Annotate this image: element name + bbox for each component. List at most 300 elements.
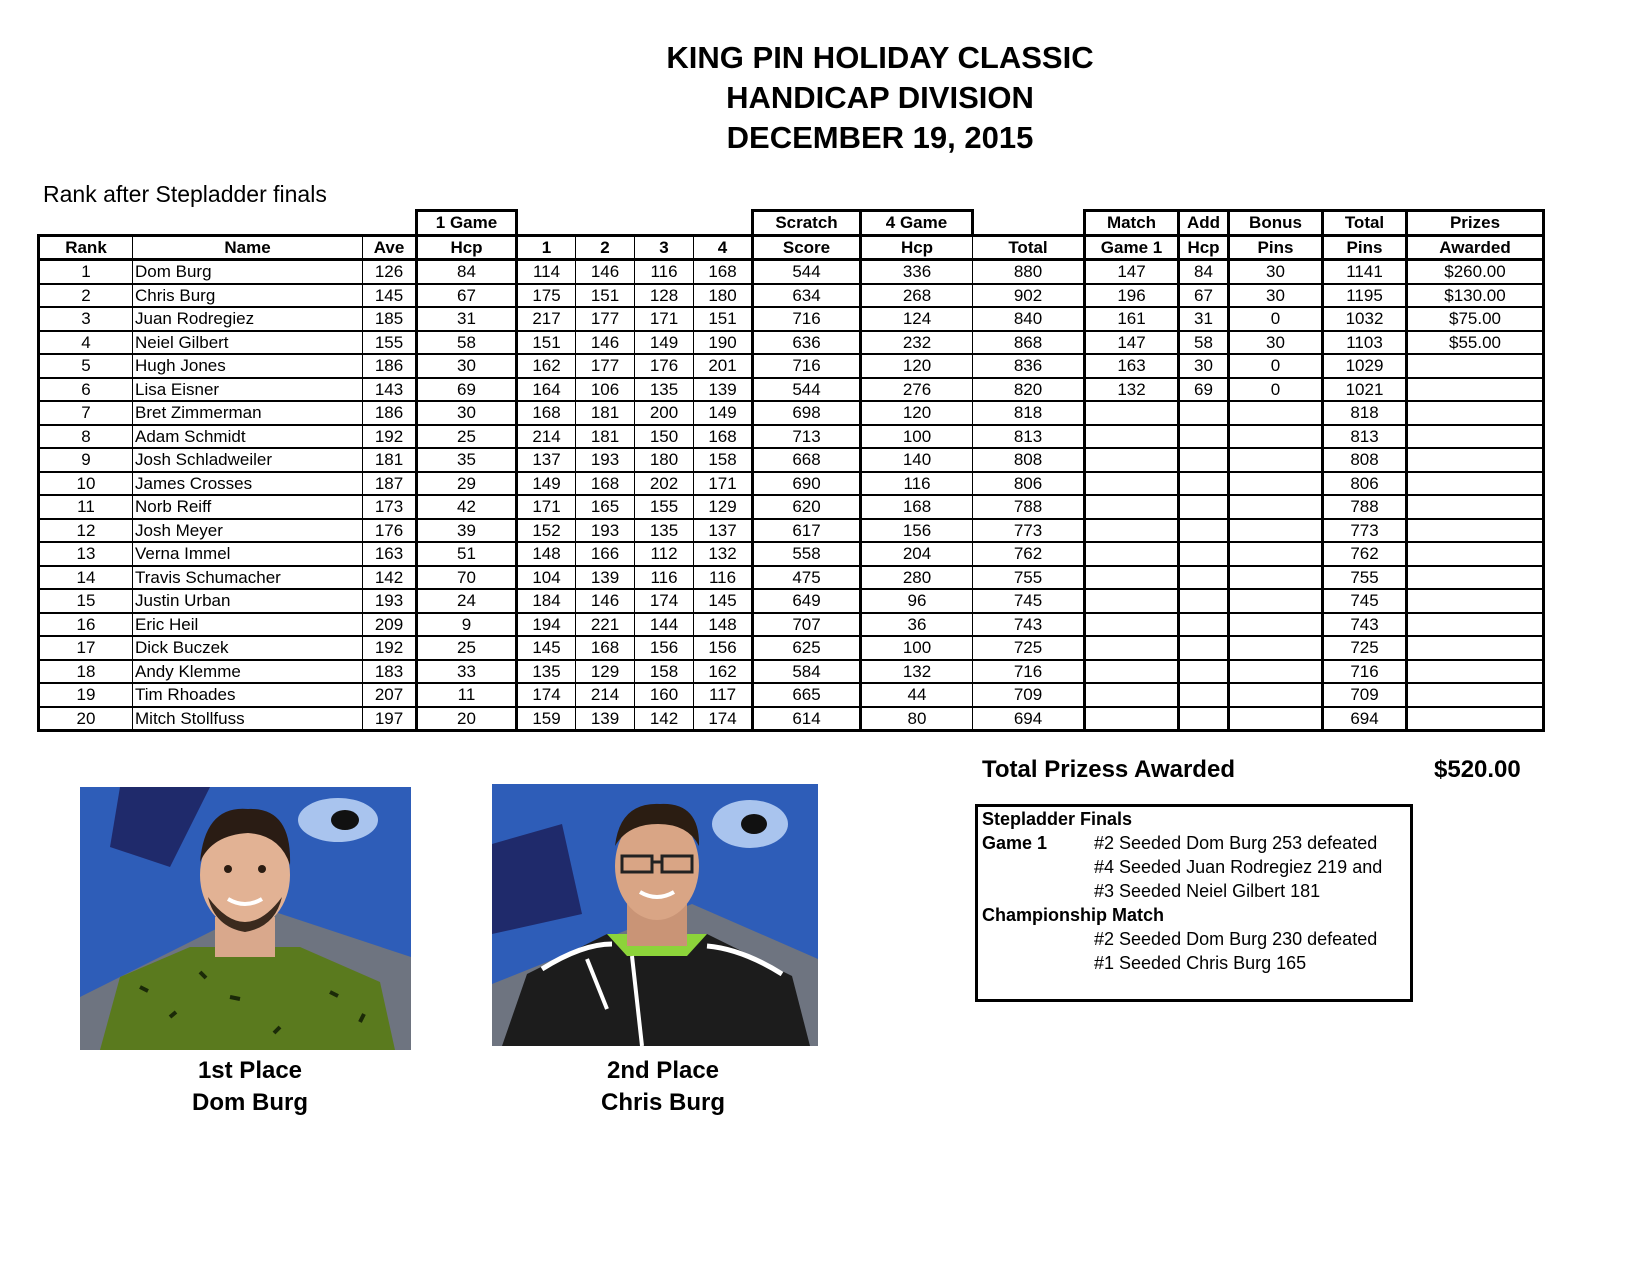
col-head-rank: Rank	[39, 235, 133, 260]
cell-bonus: 0	[1229, 378, 1323, 402]
cell-rank: 5	[39, 354, 133, 378]
cell-totalpins: 745	[1323, 589, 1407, 613]
col-head-totalpins: Pins	[1323, 235, 1407, 260]
cell-ave: 181	[363, 448, 417, 472]
cell-totalpins: 709	[1323, 683, 1407, 707]
cell-g4: 116	[694, 566, 753, 590]
first-place-label: 1st Place	[197, 1057, 303, 1084]
first-place-caption	[150, 1055, 350, 1119]
cell-name: Juan Rodregiez	[133, 307, 363, 331]
cell-rank: 19	[39, 683, 133, 707]
cell-rank: 14	[39, 566, 133, 590]
cell-hcp4: 80	[861, 707, 973, 731]
cell-name: Verna Immel	[133, 542, 363, 566]
cell-hcp4: 120	[861, 354, 973, 378]
cell-addhcp	[1179, 495, 1229, 519]
cell-match: 132	[1085, 378, 1179, 402]
cell-g1: 175	[517, 284, 576, 308]
cell-g1: 171	[517, 495, 576, 519]
cell-g3: 116	[635, 260, 694, 284]
cell-prizes	[1407, 660, 1544, 684]
second-place-label: 2nd Place	[606, 1057, 720, 1084]
col-head-prizes: Awarded	[1407, 235, 1544, 260]
cell-total: 836	[973, 354, 1085, 378]
cell-g1: 194	[517, 613, 576, 637]
cell-name: Travis Schumacher	[133, 566, 363, 590]
championship-line: #2 Seeded Dom Burg 230 defeated	[1094, 929, 1378, 949]
cell-total: 820	[973, 378, 1085, 402]
cell-g2: 151	[576, 284, 635, 308]
cell-addhcp	[1179, 636, 1229, 660]
cell-scratch: 707	[753, 613, 861, 637]
cell-rank: 12	[39, 519, 133, 543]
cell-g3: 149	[635, 331, 694, 355]
cell-g2: 146	[576, 331, 635, 355]
cell-rank: 13	[39, 542, 133, 566]
cell-total: 773	[973, 519, 1085, 543]
cell-total: 813	[973, 425, 1085, 449]
cell-g3: 171	[635, 307, 694, 331]
cell-addhcp	[1179, 519, 1229, 543]
cell-match	[1085, 401, 1179, 425]
cell-match	[1085, 425, 1179, 449]
cell-scratch: 475	[753, 566, 861, 590]
cell-totalpins: 808	[1323, 448, 1407, 472]
cell-g1: 152	[517, 519, 576, 543]
cell-hcp4: 100	[861, 636, 973, 660]
cell-hcp1: 31	[417, 307, 517, 331]
cell-name: Andy Klemme	[133, 660, 363, 684]
cell-g3: 160	[635, 683, 694, 707]
table-subtitle: Rank after Stepladder finals	[43, 181, 327, 207]
cell-total: 840	[973, 307, 1085, 331]
cell-scratch: 690	[753, 472, 861, 496]
cell-ave: 142	[363, 566, 417, 590]
table-row	[39, 401, 1544, 425]
cell-g1: 148	[517, 542, 576, 566]
cell-match	[1085, 589, 1179, 613]
cell-g1: 214	[517, 425, 576, 449]
cell-g4: 117	[694, 683, 753, 707]
cell-g2: 166	[576, 542, 635, 566]
cell-scratch: 544	[753, 378, 861, 402]
cell-ave: 197	[363, 707, 417, 731]
cell-total: 880	[973, 260, 1085, 284]
cell-total: 716	[973, 660, 1085, 684]
cell-g3: 150	[635, 425, 694, 449]
cell-hcp4: 232	[861, 331, 973, 355]
cell-match: 161	[1085, 307, 1179, 331]
table-row	[39, 307, 1544, 331]
cell-g2: 168	[576, 472, 635, 496]
cell-addhcp	[1179, 613, 1229, 637]
cell-totalpins: 694	[1323, 707, 1407, 731]
table-row	[39, 331, 1544, 355]
cell-hcp1: 30	[417, 401, 517, 425]
table-row	[39, 448, 1544, 472]
cell-g1: 104	[517, 566, 576, 590]
cell-addhcp	[1179, 472, 1229, 496]
cell-scratch: 716	[753, 307, 861, 331]
cell-prizes	[1407, 519, 1544, 543]
cell-hcp4: 336	[861, 260, 973, 284]
cell-g3: 202	[635, 472, 694, 496]
cell-name: Eric Heil	[133, 613, 363, 637]
cell-bonus	[1229, 683, 1323, 707]
total-prizes-label: Total Prizess Awarded	[982, 756, 1235, 783]
cell-g3: 116	[635, 566, 694, 590]
cell-g2: 221	[576, 613, 635, 637]
game1-line: #4 Seeded Juan Rodregiez 219 and	[1094, 857, 1383, 877]
cell-bonus	[1229, 589, 1323, 613]
col-head-scratch-top: Scratch	[753, 211, 861, 236]
cell-g2: 177	[576, 307, 635, 331]
cell-match: 163	[1085, 354, 1179, 378]
cell-scratch: 668	[753, 448, 861, 472]
cell-hcp4: 132	[861, 660, 973, 684]
col-head-hcp4-top: 4 Game	[861, 211, 973, 236]
cell-bonus	[1229, 448, 1323, 472]
cell-g1: 149	[517, 472, 576, 496]
cell-name: Chris Burg	[133, 284, 363, 308]
cell-addhcp: 69	[1179, 378, 1229, 402]
cell-total: 725	[973, 636, 1085, 660]
cell-scratch: 698	[753, 401, 861, 425]
col-head-bonus-top: Bonus	[1229, 211, 1323, 236]
cell-bonus	[1229, 660, 1323, 684]
cell-prizes: $260.00	[1407, 260, 1544, 284]
cell-g3: 112	[635, 542, 694, 566]
cell-g4: 162	[694, 660, 753, 684]
cell-g4: 190	[694, 331, 753, 355]
col-head-add-top: Add	[1179, 211, 1229, 236]
cell-addhcp: 58	[1179, 331, 1229, 355]
cell-g4: 149	[694, 401, 753, 425]
cell-hcp4: 268	[861, 284, 973, 308]
cell-prizes	[1407, 495, 1544, 519]
cell-hcp1: 84	[417, 260, 517, 284]
cell-g1: 164	[517, 378, 576, 402]
table-row	[39, 542, 1544, 566]
cell-ave: 186	[363, 354, 417, 378]
cell-addhcp: 67	[1179, 284, 1229, 308]
cell-name: Tim Rhoades	[133, 683, 363, 707]
cell-hcp4: 276	[861, 378, 973, 402]
cell-hcp1: 30	[417, 354, 517, 378]
cell-g3: 135	[635, 519, 694, 543]
table-row	[39, 260, 1544, 284]
championship-line: #1 Seeded Chris Burg 165	[1094, 953, 1307, 973]
cell-ave: 143	[363, 378, 417, 402]
cell-totalpins: 788	[1323, 495, 1407, 519]
cell-g4: 151	[694, 307, 753, 331]
cell-total: 743	[973, 613, 1085, 637]
table-row	[39, 472, 1544, 496]
results-table	[37, 209, 1545, 732]
title-line-1: KING PIN HOLIDAY CLASSIC	[666, 40, 1094, 75]
cell-scratch: 634	[753, 284, 861, 308]
cell-scratch: 558	[753, 542, 861, 566]
table-row	[39, 683, 1544, 707]
cell-rank: 3	[39, 307, 133, 331]
cell-g1: 168	[517, 401, 576, 425]
cell-scratch: 649	[753, 589, 861, 613]
cell-ave: 126	[363, 260, 417, 284]
col-head-total: Total	[973, 235, 1085, 260]
cell-g4: 132	[694, 542, 753, 566]
cell-ave: 192	[363, 636, 417, 660]
cell-name: Dom Burg	[133, 260, 363, 284]
cell-g4: 156	[694, 636, 753, 660]
table-row	[39, 660, 1544, 684]
table-row	[39, 707, 1544, 731]
cell-g3: 144	[635, 613, 694, 637]
cell-hcp4: 120	[861, 401, 973, 425]
cell-g2: 193	[576, 519, 635, 543]
cell-ave: 145	[363, 284, 417, 308]
cell-hcp4: 168	[861, 495, 973, 519]
cell-match	[1085, 707, 1179, 731]
cell-addhcp	[1179, 566, 1229, 590]
cell-g3: 135	[635, 378, 694, 402]
second-place-name: Chris Burg	[600, 1089, 725, 1116]
cell-totalpins: 716	[1323, 660, 1407, 684]
cell-addhcp: 30	[1179, 354, 1229, 378]
cell-ave: 176	[363, 519, 417, 543]
cell-hcp1: 25	[417, 636, 517, 660]
cell-ave: 183	[363, 660, 417, 684]
cell-g4: 148	[694, 613, 753, 637]
cell-bonus	[1229, 613, 1323, 637]
col-head-scratch: Score	[753, 235, 861, 260]
cell-bonus: 0	[1229, 354, 1323, 378]
cell-addhcp	[1179, 683, 1229, 707]
title-line-2: HANDICAP DIVISION	[726, 80, 1034, 115]
cell-total: 818	[973, 401, 1085, 425]
col-head-name: Name	[133, 235, 363, 260]
cell-hcp1: 39	[417, 519, 517, 543]
cell-ave: 209	[363, 613, 417, 637]
cell-addhcp	[1179, 425, 1229, 449]
cell-rank: 4	[39, 331, 133, 355]
cell-hcp1: 70	[417, 566, 517, 590]
cell-rank: 8	[39, 425, 133, 449]
cell-name: Neiel Gilbert	[133, 331, 363, 355]
cell-g2: 181	[576, 425, 635, 449]
cell-bonus	[1229, 636, 1323, 660]
cell-name: Josh Meyer	[133, 519, 363, 543]
cell-g3: 200	[635, 401, 694, 425]
cell-g4: 171	[694, 472, 753, 496]
cell-hcp1: 58	[417, 331, 517, 355]
cell-g2: 168	[576, 636, 635, 660]
cell-totalpins: 773	[1323, 519, 1407, 543]
table-row	[39, 589, 1544, 613]
col-head-ave: Ave	[363, 235, 417, 260]
cell-g1: 114	[517, 260, 576, 284]
cell-ave: 187	[363, 472, 417, 496]
cell-match	[1085, 542, 1179, 566]
cell-g3: 180	[635, 448, 694, 472]
cell-g2: 214	[576, 683, 635, 707]
cell-match: 196	[1085, 284, 1179, 308]
cell-rank: 11	[39, 495, 133, 519]
cell-g3: 142	[635, 707, 694, 731]
cell-g1: 135	[517, 660, 576, 684]
cell-ave: 186	[363, 401, 417, 425]
cell-total: 762	[973, 542, 1085, 566]
cell-g4: 145	[694, 589, 753, 613]
cell-rank: 7	[39, 401, 133, 425]
title-line-3: DECEMBER 19, 2015	[726, 120, 1034, 155]
cell-hcp4: 156	[861, 519, 973, 543]
game1-line: #3 Seeded Neiel Gilbert 181	[1094, 881, 1321, 901]
cell-name: Justin Urban	[133, 589, 363, 613]
cell-rank: 18	[39, 660, 133, 684]
cell-scratch: 665	[753, 683, 861, 707]
cell-addhcp	[1179, 401, 1229, 425]
cell-totalpins: 1103	[1323, 331, 1407, 355]
second-place-caption	[563, 1055, 763, 1119]
cell-ave: 155	[363, 331, 417, 355]
cell-bonus: 30	[1229, 331, 1323, 355]
cell-total: 788	[973, 495, 1085, 519]
cell-hcp4: 280	[861, 566, 973, 590]
cell-scratch: 620	[753, 495, 861, 519]
cell-hcp1: 25	[417, 425, 517, 449]
cell-addhcp	[1179, 660, 1229, 684]
table-row	[39, 284, 1544, 308]
table-row	[39, 519, 1544, 543]
cell-g2: 146	[576, 260, 635, 284]
cell-match	[1085, 519, 1179, 543]
cell-match	[1085, 660, 1179, 684]
cell-g3: 158	[635, 660, 694, 684]
cell-totalpins: 725	[1323, 636, 1407, 660]
cell-rank: 1	[39, 260, 133, 284]
cell-rank: 9	[39, 448, 133, 472]
cell-g1: 162	[517, 354, 576, 378]
cell-total: 745	[973, 589, 1085, 613]
cell-addhcp	[1179, 448, 1229, 472]
table-row	[39, 378, 1544, 402]
col-head-match: Game 1	[1085, 235, 1179, 260]
col-head-g4: 4	[694, 235, 753, 260]
cell-prizes	[1407, 613, 1544, 637]
cell-total: 755	[973, 566, 1085, 590]
col-head-g2: 2	[576, 235, 635, 260]
cell-hcp1: 69	[417, 378, 517, 402]
col-head-totalpins-top: Total	[1323, 211, 1407, 236]
cell-prizes: $75.00	[1407, 307, 1544, 331]
cell-name: Dick Buczek	[133, 636, 363, 660]
cell-hcp4: 36	[861, 613, 973, 637]
cell-hcp4: 116	[861, 472, 973, 496]
cell-hcp1: 42	[417, 495, 517, 519]
cell-total: 808	[973, 448, 1085, 472]
cell-prizes	[1407, 472, 1544, 496]
cell-totalpins: 813	[1323, 425, 1407, 449]
cell-g1: 151	[517, 331, 576, 355]
col-head-hcp1: Hcp	[417, 235, 517, 260]
cell-hcp1: 33	[417, 660, 517, 684]
cell-g2: 129	[576, 660, 635, 684]
cell-bonus	[1229, 707, 1323, 731]
header-row-top	[39, 211, 1544, 236]
cell-name: Mitch Stollfuss	[133, 707, 363, 731]
cell-prizes: $55.00	[1407, 331, 1544, 355]
cell-rank: 6	[39, 378, 133, 402]
cell-bonus	[1229, 425, 1323, 449]
cell-g1: 174	[517, 683, 576, 707]
cell-prizes	[1407, 542, 1544, 566]
cell-hcp4: 100	[861, 425, 973, 449]
table-row	[39, 636, 1544, 660]
cell-match: 147	[1085, 331, 1179, 355]
cell-rank: 2	[39, 284, 133, 308]
cell-total: 806	[973, 472, 1085, 496]
cell-addhcp	[1179, 542, 1229, 566]
cell-prizes	[1407, 354, 1544, 378]
cell-total: 868	[973, 331, 1085, 355]
table-row	[39, 613, 1544, 637]
cell-totalpins: 755	[1323, 566, 1407, 590]
second-place-photo	[492, 784, 818, 1046]
cell-scratch: 625	[753, 636, 861, 660]
cell-ave: 192	[363, 425, 417, 449]
championship-label: Championship Match	[982, 905, 1165, 925]
cell-hcp4: 140	[861, 448, 973, 472]
cell-g1: 217	[517, 307, 576, 331]
results-body	[39, 260, 1544, 731]
cell-totalpins: 743	[1323, 613, 1407, 637]
cell-addhcp	[1179, 589, 1229, 613]
total-prizes-value: $520.00	[1434, 756, 1521, 783]
cell-g2: 177	[576, 354, 635, 378]
document-title	[0, 38, 1650, 158]
cell-totalpins: 1032	[1323, 307, 1407, 331]
cell-g2: 139	[576, 566, 635, 590]
cell-bonus: 30	[1229, 284, 1323, 308]
cell-g4: 139	[694, 378, 753, 402]
cell-rank: 15	[39, 589, 133, 613]
cell-prizes	[1407, 425, 1544, 449]
cell-prizes	[1407, 566, 1544, 590]
cell-bonus	[1229, 472, 1323, 496]
cell-g3: 128	[635, 284, 694, 308]
cell-name: Norb Reiff	[133, 495, 363, 519]
cell-match	[1085, 495, 1179, 519]
cell-hcp1: 24	[417, 589, 517, 613]
cell-match	[1085, 613, 1179, 637]
cell-scratch: 716	[753, 354, 861, 378]
cell-prizes: $130.00	[1407, 284, 1544, 308]
cell-scratch: 617	[753, 519, 861, 543]
cell-ave: 193	[363, 589, 417, 613]
first-place-photo	[80, 787, 411, 1050]
cell-rank: 10	[39, 472, 133, 496]
cell-prizes	[1407, 401, 1544, 425]
cell-name: Bret Zimmerman	[133, 401, 363, 425]
cell-match	[1085, 448, 1179, 472]
first-place-name: Dom Burg	[192, 1089, 308, 1116]
cell-g4: 174	[694, 707, 753, 731]
cell-hcp4: 124	[861, 307, 973, 331]
cell-bonus	[1229, 566, 1323, 590]
cell-g3: 155	[635, 495, 694, 519]
cell-totalpins: 1195	[1323, 284, 1407, 308]
col-head-match-top: Match	[1085, 211, 1179, 236]
